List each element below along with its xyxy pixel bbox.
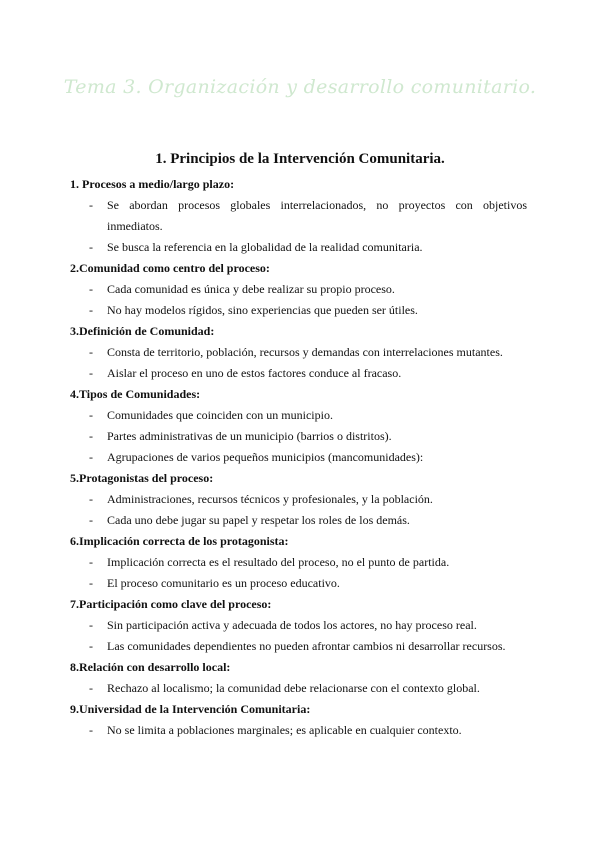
list-item-text: Comunidades que coinciden con un municipio. — [107, 408, 333, 422]
bullet-dash: - — [89, 681, 93, 695]
bullet-dash: - — [89, 492, 93, 506]
list-item-text: Cada comunidad es única y debe realizar su propio proceso. — [107, 282, 395, 296]
section-heading: 8.Relación con desarrollo local: — [70, 660, 231, 674]
list-item — [70, 447, 527, 468]
bullet-dash: - — [89, 450, 93, 464]
section-heading: 6.Implicación correcta de los protagonista: — [70, 534, 289, 548]
list-item-text: Administraciones, recursos técnicos y profesionales, y la población. — [107, 492, 433, 506]
bullet-dash: - — [89, 618, 93, 632]
list-item-text: Cada uno debe jugar su papel y respetar los roles de los demás. — [107, 513, 410, 527]
list-item-text: Se busca la referencia en la globalidad de la realidad comunitaria. — [107, 240, 423, 254]
section-heading: 2.Comunidad como centro del proceso: — [70, 261, 270, 275]
bullet-dash: - — [89, 576, 93, 590]
list-item-text: Sin participación activa y adecuada de todos los actores, no hay proceso real. — [107, 618, 477, 632]
list-item — [70, 426, 527, 447]
list-item-text: No hay modelos rígidos, sino experiencias que pueden ser útiles. — [107, 303, 418, 317]
bullet-dash: - — [89, 723, 93, 737]
bullet-dash: - — [89, 408, 93, 422]
list-item-text: Rechazo al localismo; la comunidad debe relacionarse con el contexto global. — [107, 681, 480, 695]
list-item-text: Las comunidades dependientes no pueden afrontar cambios ni desarrollar recursos. — [107, 639, 506, 653]
list-item — [70, 678, 527, 699]
bullet-dash: - — [89, 345, 93, 359]
list-item — [70, 720, 527, 741]
list-item — [70, 510, 527, 531]
list-item — [70, 342, 527, 363]
list-item — [70, 363, 527, 384]
bullet-dash: - — [89, 198, 93, 212]
bullet-dash: - — [89, 429, 93, 443]
list-item-text: Se abordan procesos globales interrelacionados, no proyectos con objetivos inmediatos. — [107, 198, 527, 233]
main-heading: 1. Principios de la Intervención Comunitaria. — [155, 151, 445, 167]
bullet-dash: - — [89, 282, 93, 296]
list-item — [70, 552, 527, 573]
list-item — [70, 279, 527, 300]
bullet-dash: - — [89, 366, 93, 380]
list-item-text: Consta de territorio, población, recursos y demandas con interrelaciones mutantes. — [107, 345, 503, 359]
list-item-text: El proceso comunitario es un proceso educativo. — [107, 576, 340, 590]
list-item — [70, 489, 527, 510]
list-item — [70, 615, 527, 636]
bullet-dash: - — [89, 639, 93, 653]
bullet-dash: - — [89, 303, 93, 317]
section-heading: 1. Procesos a medio/largo plazo: — [70, 177, 235, 191]
section-heading: 5.Protagonistas del proceso: — [70, 471, 214, 485]
list-item-text: Partes administrativas de un municipio (barrios o distritos). — [107, 429, 392, 443]
list-item — [70, 636, 527, 657]
section-heading: 4.Tipos de Comunidades: — [70, 387, 201, 401]
bullet-dash: - — [89, 555, 93, 569]
section-heading: 9.Universidad de la Intervención Comunitaria: — [70, 702, 311, 716]
list-item-text: Implicación correcta es el resultado del proceso, no el punto de partida. — [107, 555, 450, 569]
section-heading: 7.Participación como clave del proceso: — [70, 597, 272, 611]
bullet-dash: - — [89, 513, 93, 527]
list-item — [70, 237, 527, 258]
list-item-text: Aislar el proceso en uno de estos factores conduce al fracaso. — [107, 366, 402, 380]
section-heading: 3.Definición de Comunidad: — [70, 324, 215, 338]
list-item — [70, 405, 527, 426]
list-item-text: No se limita a poblaciones marginales; es aplicable en cualquier contexto. — [107, 723, 462, 737]
list-item — [70, 195, 527, 237]
document-body — [70, 174, 527, 741]
bullet-dash: - — [89, 240, 93, 254]
list-item-text: Agrupaciones de varios pequeños municipios (mancomunidades): — [107, 450, 424, 464]
list-item — [70, 300, 527, 321]
list-item — [70, 573, 527, 594]
page-title: Tema 3. Organización y desarrollo comunitario. — [63, 76, 537, 98]
